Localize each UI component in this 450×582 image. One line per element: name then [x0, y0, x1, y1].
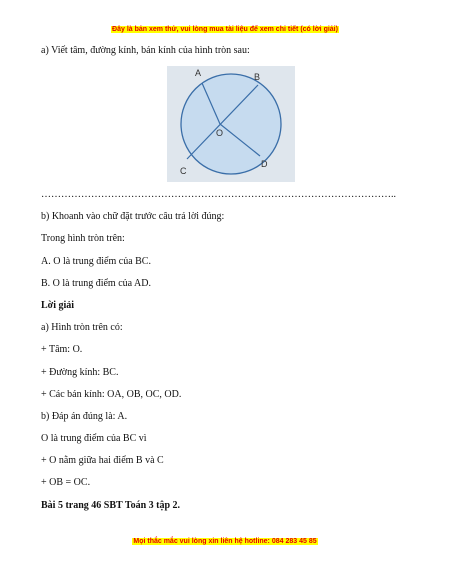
label-d: D: [261, 159, 268, 170]
solution-radii: + Các bán kính: OA, OB, OC, OD.: [41, 388, 182, 400]
label-o: O: [216, 128, 224, 139]
solution-heading: Lời giải: [41, 299, 75, 311]
next-exercise-title: Bài 5 trang 46 SBT Toán 3 tập 2.: [41, 499, 181, 511]
answer-dots: ……………………………………………………………………………………………..: [41, 189, 396, 201]
label-a: A: [195, 68, 202, 79]
intro-text: Trong hình tròn trên:: [41, 233, 125, 245]
circle-figure: [167, 66, 295, 182]
solution-reason-2: + OB = OC.: [41, 477, 91, 489]
solution-reason-1: + O nằm giữa hai điểm B và C: [41, 455, 164, 467]
label-b: B: [254, 72, 261, 83]
solution-reason: O là trung điểm của BC vì: [41, 433, 147, 445]
circle-diagram: [167, 66, 295, 182]
question-b: b) Khoanh vào chữ đặt trước câu trả lời đúng:: [41, 211, 225, 223]
solution-center: + Tâm: O.: [41, 344, 83, 356]
hotline-banner: Mọi thắc mắc vui lòng xin liên hệ hotline: 084 283 45 85: [133, 538, 317, 545]
option-a: A. O là trung điểm của BC.: [41, 255, 151, 267]
preview-banner: Đây là bản xem thử, vui lòng mua tài liệu để xem chi tiết (có lời giải): [112, 26, 338, 33]
solution-a: a) Hình tròn trên có:: [41, 322, 123, 334]
document-body: [41, 44, 411, 521]
option-b: B. O là trung điểm của AD.: [41, 277, 151, 289]
label-c: C: [180, 166, 187, 177]
question-a: a) Viết tâm, đường kính, bán kính của hình tròn sau:: [41, 45, 250, 56]
solution-diameter: + Đường kính: BC.: [41, 366, 119, 378]
solution-b: b) Đáp án đúng là: A.: [41, 410, 128, 422]
